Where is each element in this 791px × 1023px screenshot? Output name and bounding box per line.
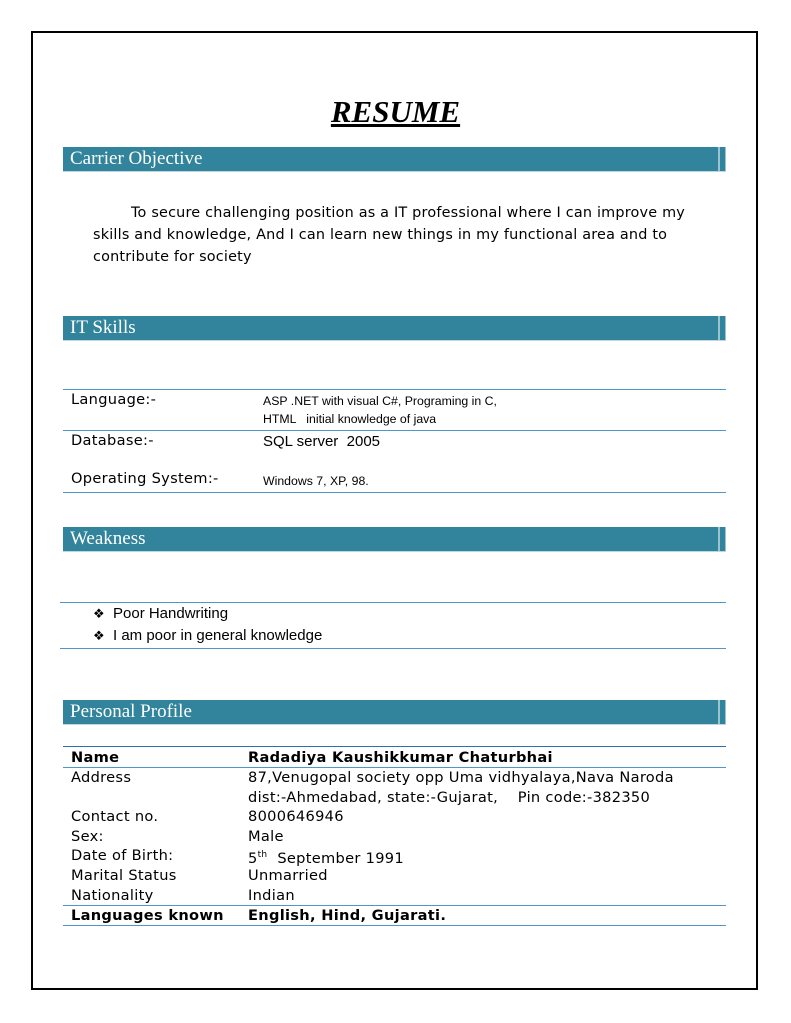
profile-value-name: Radadiya Kaushikkumar Chaturbhai <box>248 749 553 766</box>
section-header-objective: Carrier Objective <box>63 147 726 171</box>
list-rule <box>60 602 726 603</box>
profile-value-contact: 8000646946 <box>248 808 344 825</box>
table-rule <box>63 430 726 431</box>
section-underline <box>63 724 726 725</box>
skill-label-database: Database:- <box>71 432 154 449</box>
list-rule <box>60 648 726 649</box>
profile-value-nationality: Indian <box>248 887 295 904</box>
profile-label-nationality: Nationality <box>71 887 154 904</box>
skill-value-os: Windows 7, XP, 98. <box>263 474 369 488</box>
list-item: ❖ I am poor in general knowledge <box>93 627 323 644</box>
section-underline <box>63 551 726 552</box>
profile-value-address: 87,Venugopal society opp Uma vidhyalaya,Nava Naroda dist:-Ahmedabad, state:-Gujarat, Pin code:-382350 <box>248 769 674 806</box>
diamond-bullet-icon: ❖ <box>93 606 105 621</box>
skill-value-database: SQL server 2005 <box>263 433 381 450</box>
table-rule <box>63 746 726 747</box>
profile-label-contact: Contact no. <box>71 808 159 825</box>
profile-value-marital: Unmarried <box>248 867 328 884</box>
skill-label-os: Operating System:- <box>71 470 219 487</box>
profile-label-name: Name <box>71 749 120 766</box>
profile-value-dob: 5th September 1991 <box>248 850 404 867</box>
table-rule <box>63 389 726 390</box>
profile-value-sex: Male <box>248 828 284 845</box>
section-header-weakness: Weakness <box>63 527 726 551</box>
profile-label-address: Address <box>71 769 132 786</box>
profile-label-dob: Date of Birth: <box>71 847 174 864</box>
skill-label-language: Language:- <box>71 391 157 408</box>
profile-value-languages: English, Hind, Gujarati. <box>248 907 447 924</box>
objective-text: To secure challenging position as a IT professional where I can improve my skills and knowledge, And I can learn new things in my functional area and to contribute for society <box>93 205 686 265</box>
section-header-it-skills: IT Skills <box>63 316 726 340</box>
profile-label-languages: Languages known <box>71 907 224 924</box>
section-underline <box>63 171 726 172</box>
list-item: ❖ Poor Handwriting <box>93 605 229 622</box>
section-header-personal-profile: Personal Profile <box>63 700 726 724</box>
skill-value-language: ASP .NET with visual C#, Programing in C, HTML initial knowledge of java <box>263 394 497 426</box>
profile-label-marital: Marital Status <box>71 867 177 884</box>
resume-title: RESUME <box>330 94 461 129</box>
section-underline <box>63 340 726 341</box>
profile-label-sex: Sex: <box>71 828 104 845</box>
diamond-bullet-icon: ❖ <box>93 628 105 643</box>
table-rule <box>63 925 726 926</box>
table-rule <box>63 492 726 493</box>
